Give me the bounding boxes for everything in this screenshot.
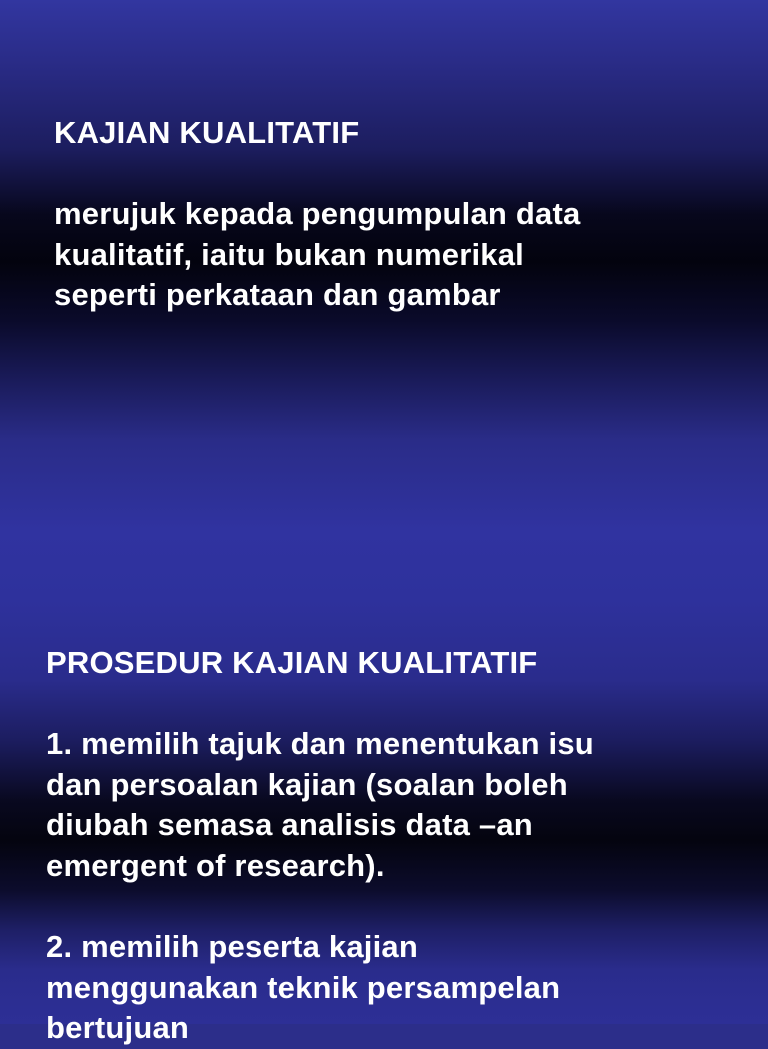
slide-2 bbox=[0, 530, 768, 1045]
slide-1-body-line: kualitatif, iaitu bukan numerikal bbox=[54, 236, 524, 272]
slide-2-step-2-line: bertujuan bbox=[46, 1010, 190, 1045]
slide-2-step-1-line: emergent of research). bbox=[46, 847, 385, 883]
slide-2-step-2-line: 2. memilih peserta kajian bbox=[46, 929, 419, 964]
slide-1-title: KAJIAN KUALITATIF bbox=[54, 115, 360, 150]
slide-2-step-1-line: diubah semasa analisis data –an bbox=[46, 807, 533, 842]
slide-2-step-1-line: dan persoalan kajian (soalan boleh bbox=[46, 766, 568, 802]
slide-1-body bbox=[54, 194, 580, 316]
slide-2-step-2-line: menggunakan teknik persampelan bbox=[46, 969, 561, 1005]
slide-1-body-line: merujuk kepada pengumpulan data bbox=[54, 196, 581, 231]
slide-1-body-line: seperti perkataan dan gambar bbox=[54, 277, 501, 312]
slide-2-step-1 bbox=[46, 724, 594, 886]
slide-2-step-1-line: 1. memilih tajuk dan menentukan isu bbox=[46, 726, 594, 761]
slide-2-title: PROSEDUR KAJIAN KUALITATIF bbox=[46, 645, 538, 680]
slide-2-step-2 bbox=[46, 927, 560, 1049]
